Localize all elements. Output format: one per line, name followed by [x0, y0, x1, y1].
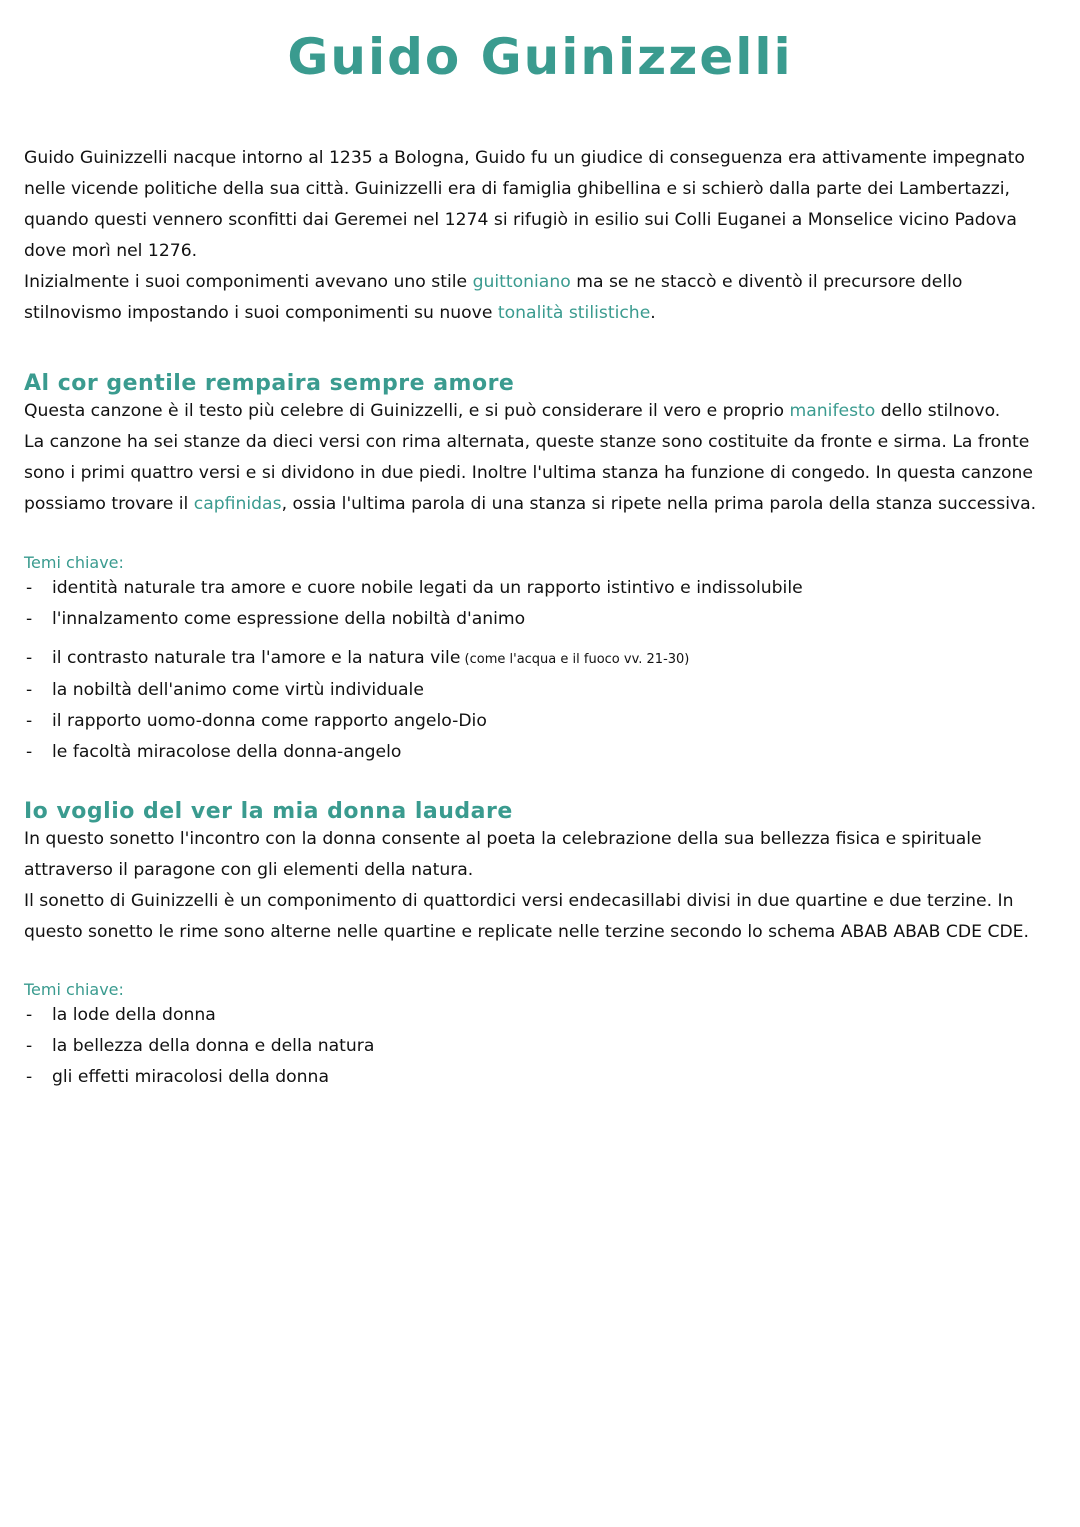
list-item: - il rapporto uomo-donna come rapporto angelo-Dio [26, 711, 487, 731]
themes-list [24, 1000, 1056, 1093]
section-paragraph-intro: In questo sonetto l'incontro con la donna consente al poeta la celebrazione della sua bellezza fisica e spirituale attraverso il paragone con gli elementi della natura. [24, 829, 982, 880]
list-item: - la bellezza della donna e della natura [26, 1036, 375, 1056]
themes-label: Temi chiave: [24, 980, 124, 999]
themes-label: Temi chiave: [24, 553, 124, 572]
term-tonalita-stilistiche: tonalità stilistiche [497, 303, 651, 323]
section-paragraph-manifesto: Questa canzone è il testo più celebre di Guinizzelli, e si può considerare il vero e proprio manifesto dello stilnovo. [24, 401, 1001, 421]
intro-paragraph-bio: Guido Guinizzelli nacque intorno al 1235 a Bologna, Guido fu un giudice di conseguenza era attivamente impegnato nelle vicende politiche della sua città. Guinizzelli era di famiglia ghibellina e si schierò dalla parte dei Lambertazzi, quando questi vennero sconfitti dai Geremei nel 1274 si rifugiò in esilio sui Colli Euganei a Monselice vicino Padova dove morì nel 1276. [24, 148, 1025, 261]
term-guittoniano: guittoniano [472, 272, 571, 292]
section-heading: Io voglio del ver la mia donna laudare [24, 799, 513, 824]
page-title: Guido Guinizzelli [287, 28, 793, 86]
list-item: - l'innalzamento come espressione della nobiltà d'animo [26, 609, 526, 629]
verse-reference-note: (come l'acqua e il fuoco vv. 21-30) [460, 652, 690, 667]
intro-paragraph-style: Inizialmente i suoi componimenti avevano uno stile guittoniano ma se ne staccò e diventò il precursore dello stilnovismo impostando i suoi componimenti su nuove tonalità stilistiche. [24, 272, 963, 323]
intro-section [24, 143, 1056, 329]
list-item: - gli effetti miracolosi della donna [26, 1067, 329, 1087]
section-heading: Al cor gentile rempaira sempre amore [24, 371, 515, 396]
section-io-voglio-del-ver [24, 800, 1056, 948]
list-item: - le facoltà miracolose della donna-angelo [26, 742, 402, 762]
list-item: - identità naturale tra amore e cuore nobile legati da un rapporto istintivo e indissolubile [26, 578, 803, 598]
term-capfinidas: capfinidas [193, 494, 282, 514]
section-paragraph-structure: La canzone ha sei stanze da dieci versi con rima alternata, queste stanze sono costituite da fronte e sirma. La fronte sono i primi quattro versi e si dividono in due piedi. Inoltre l'ultima stanza ha funzione di congedo. In questa canzone possiamo trovare il capfinidas, ossia l'ultima parola di una stanza si ripete nella prima parola della stanza successiva. [24, 432, 1037, 514]
list-item: - la nobiltà dell'animo come virtù individuale [26, 680, 424, 700]
list-item: - la lode della donna [26, 1005, 216, 1025]
themes-list [24, 573, 1056, 768]
section-al-cor-gentile [24, 372, 1056, 520]
list-item: - il contrasto naturale tra l'amore e la natura vile (come l'acqua e il fuoco vv. 21-30) [26, 648, 690, 668]
section-paragraph-structure: Il sonetto di Guinizzelli è un componimento di quattordici versi endecasillabi divisi in due quartine e due terzine. In questo sonetto le rime sono alterne nelle quartine e replicate nelle terzine secondo lo schema ABAB ABAB CDE CDE. [24, 891, 1030, 942]
themes-block-2 [24, 980, 1056, 1093]
themes-block-1 [24, 553, 1056, 768]
term-manifesto: manifesto [789, 401, 876, 421]
